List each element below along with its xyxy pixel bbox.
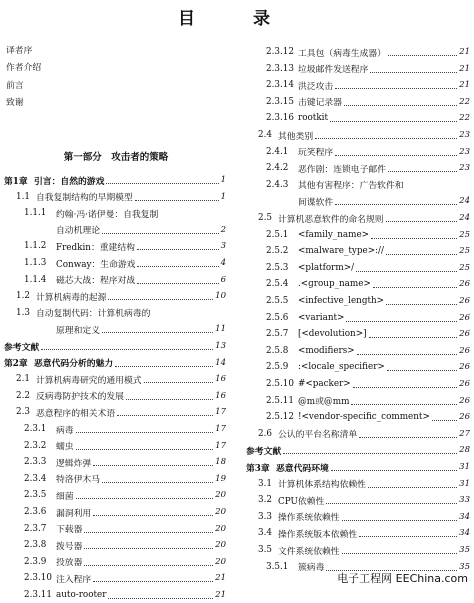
leader-dots bbox=[135, 199, 219, 201]
entry-number: 2.3.8 bbox=[24, 540, 47, 551]
leader-dots bbox=[102, 481, 213, 483]
toc-entry[interactable] bbox=[242, 94, 470, 110]
entry-number: 2.1 bbox=[16, 374, 30, 385]
entry-title: <variant> bbox=[298, 312, 345, 323]
entry-title: 约翰·冯·诺伊曼：自我复制 bbox=[56, 209, 159, 220]
entry-number: 2.3.3 bbox=[24, 457, 47, 468]
entry-number: 2.5.12 bbox=[266, 412, 294, 423]
entry-number: 2.6 bbox=[258, 428, 272, 439]
entry-number: 2.2 bbox=[16, 390, 30, 401]
page-number: 25 bbox=[459, 229, 470, 240]
page-number: 22 bbox=[459, 96, 470, 107]
page-number: 1 bbox=[220, 191, 226, 202]
leader-dots bbox=[386, 303, 457, 305]
toc-entry[interactable] bbox=[242, 310, 470, 326]
entry-title: 特洛伊木马 bbox=[56, 475, 100, 486]
page-number: 20 bbox=[215, 556, 226, 567]
leader-dots bbox=[76, 431, 214, 433]
watermark: 电子工程网 EEChina.com bbox=[337, 572, 468, 585]
entry-number: 2.3.11 bbox=[24, 590, 52, 600]
page-number: 16 bbox=[215, 374, 226, 385]
entry-title: 簇病毒 bbox=[298, 563, 325, 574]
part-heading: 第一部分 攻击者的策略 bbox=[63, 152, 169, 163]
entry-number: 2.4.1 bbox=[266, 146, 289, 157]
page-number: 31 bbox=[459, 478, 470, 489]
leader-dots bbox=[370, 71, 457, 73]
entry-number: 2.3.5 bbox=[24, 490, 47, 501]
page-number: 25 bbox=[459, 262, 470, 273]
entry-title: Fredkin：重建结构 bbox=[56, 242, 135, 253]
entry-title: #<packer> bbox=[298, 379, 351, 389]
leader-dots bbox=[76, 448, 214, 450]
toc-entry[interactable] bbox=[242, 359, 470, 375]
toc-entry[interactable] bbox=[242, 343, 470, 359]
toc-entry[interactable] bbox=[0, 537, 226, 553]
page-number: 17 bbox=[215, 407, 226, 418]
entry-title: [<devolution>] bbox=[298, 329, 367, 340]
front-matter-entry[interactable]: 前言 bbox=[6, 80, 24, 91]
entry-number: 2.3.7 bbox=[24, 523, 47, 534]
entry-number: 2.3.10 bbox=[24, 573, 52, 584]
page-number: 24 bbox=[459, 196, 470, 207]
page-number: 21 bbox=[215, 590, 226, 600]
toc-entry[interactable] bbox=[242, 260, 470, 276]
entry-title: <platform>/ bbox=[298, 262, 355, 273]
toc-entry[interactable] bbox=[0, 288, 226, 304]
entry-number: 3.3 bbox=[258, 511, 272, 522]
toc-entry[interactable] bbox=[0, 438, 226, 454]
toc-entry[interactable] bbox=[242, 276, 470, 292]
leader-dots bbox=[102, 232, 219, 234]
entry-title: <modifiers> bbox=[298, 345, 355, 356]
entry-number: 2.5.6 bbox=[266, 312, 289, 323]
page-number: 23 bbox=[459, 163, 470, 174]
entry-number: 1.2 bbox=[16, 291, 30, 302]
toc-entry[interactable] bbox=[242, 210, 470, 226]
entry-number: 2.3.4 bbox=[24, 473, 47, 484]
toc-entry[interactable] bbox=[0, 421, 226, 437]
leader-dots bbox=[386, 253, 457, 255]
leader-dots bbox=[93, 464, 213, 466]
entry-title: 恶意代码分析的魅力 bbox=[34, 359, 114, 370]
page-number: 20 bbox=[215, 507, 226, 517]
page-number: 16 bbox=[215, 390, 226, 401]
entry-title: 操作系统版本依赖性 bbox=[278, 529, 358, 540]
page-title: 目 录 bbox=[178, 9, 296, 29]
entry-number: 2.3.16 bbox=[266, 113, 294, 124]
entry-number: 2.5.5 bbox=[266, 296, 289, 306]
page-number: 18 bbox=[215, 457, 226, 468]
toc-entry[interactable] bbox=[0, 471, 226, 487]
page-number: 26 bbox=[459, 362, 470, 373]
toc-entry[interactable] bbox=[242, 326, 470, 342]
entry-title: 参考文献 bbox=[4, 342, 40, 353]
entry-number: 2.3 bbox=[16, 407, 30, 418]
toc-entry[interactable] bbox=[242, 193, 470, 209]
entry-number: 3.2 bbox=[258, 495, 272, 506]
toc-entry[interactable] bbox=[0, 504, 226, 520]
page-number: 34 bbox=[459, 528, 470, 539]
toc-entry[interactable] bbox=[0, 521, 226, 537]
toc-entry[interactable] bbox=[242, 476, 470, 492]
leader-dots bbox=[356, 270, 457, 272]
page-number: 1 bbox=[220, 175, 226, 185]
toc-entry[interactable] bbox=[0, 554, 226, 570]
page-number: 26 bbox=[459, 279, 470, 290]
entry-number: 2.3.2 bbox=[24, 440, 47, 451]
leader-dots bbox=[335, 87, 457, 89]
entry-title: 反病毒防护技术的发展 bbox=[36, 392, 124, 403]
entry-title: 文件系统依赖性 bbox=[278, 546, 340, 557]
page-number: 24 bbox=[459, 213, 470, 223]
entry-title: 自动复制代码：计算机病毒的 bbox=[36, 309, 151, 320]
entry-number: 2.3.6 bbox=[24, 507, 47, 517]
toc-entry[interactable] bbox=[242, 442, 470, 458]
leader-dots bbox=[388, 170, 457, 172]
page-number: 4 bbox=[220, 258, 226, 268]
toc-right-column bbox=[242, 0, 472, 589]
toc-entry[interactable] bbox=[242, 426, 470, 442]
page-number: 23 bbox=[459, 130, 470, 140]
entry-number: 第1章 bbox=[4, 176, 28, 187]
page-number: 17 bbox=[215, 424, 226, 434]
page-number: 33 bbox=[459, 495, 470, 506]
entry-number: 2.3.9 bbox=[24, 556, 47, 567]
page-number: 21 bbox=[215, 573, 226, 584]
entry-number: 2.3.14 bbox=[266, 80, 294, 91]
entry-number: 2.5.1 bbox=[266, 229, 289, 240]
page-number: 23 bbox=[459, 146, 470, 157]
toc-entry[interactable] bbox=[242, 44, 470, 60]
entry-title: 注入程序 bbox=[56, 574, 92, 585]
entry-title: <infective_length> bbox=[298, 296, 385, 306]
toc-entry[interactable] bbox=[242, 492, 470, 508]
leader-dots bbox=[144, 381, 214, 383]
page-number: 27 bbox=[459, 428, 470, 439]
entry-title: <family_name> bbox=[298, 229, 370, 240]
page-number: 14 bbox=[215, 357, 226, 368]
page-number: 26 bbox=[459, 412, 470, 423]
leader-dots bbox=[76, 497, 214, 499]
toc-entry[interactable] bbox=[242, 376, 470, 392]
entry-title: auto-rooter bbox=[56, 590, 107, 600]
toc-entry[interactable] bbox=[0, 388, 226, 404]
page-number: 11 bbox=[215, 324, 226, 335]
entry-number: 3.5.1 bbox=[266, 561, 289, 572]
entry-number: 2.5.2 bbox=[266, 246, 289, 257]
toc-entry[interactable] bbox=[242, 459, 470, 475]
entry-number: 1.1.3 bbox=[24, 258, 47, 268]
entry-title: 自我复制结构的早期模型 bbox=[36, 193, 133, 204]
leader-dots bbox=[369, 336, 458, 338]
page-number: 20 bbox=[215, 490, 226, 501]
leader-dots bbox=[137, 282, 218, 284]
toc-entry[interactable] bbox=[242, 293, 470, 309]
entry-number: 2.3.12 bbox=[266, 47, 294, 57]
entry-number: 3.1 bbox=[258, 478, 272, 489]
entry-number: 2.5.9 bbox=[266, 362, 289, 373]
toc-entry[interactable] bbox=[242, 227, 470, 243]
leader-dots bbox=[108, 298, 213, 300]
entry-title: <malware_type>:// bbox=[298, 246, 384, 257]
entry-number: 1.1.2 bbox=[24, 241, 47, 252]
entry-number: 2.4.3 bbox=[266, 179, 289, 190]
entry-title: 磁芯大战：程序对战 bbox=[56, 276, 136, 287]
entry-title: 自动机理论 bbox=[56, 226, 100, 237]
entry-title: 拨号器 bbox=[56, 541, 83, 552]
leader-dots bbox=[137, 265, 218, 267]
toc-entry[interactable] bbox=[0, 205, 226, 221]
toc-entry[interactable] bbox=[242, 160, 470, 176]
entry-title: 参考文献 bbox=[246, 446, 282, 457]
toc-entry[interactable] bbox=[242, 393, 470, 409]
leader-dots bbox=[137, 248, 219, 250]
entry-number: 3.4 bbox=[258, 528, 272, 539]
leader-dots bbox=[359, 535, 457, 537]
entry-number: 2.5 bbox=[258, 213, 272, 223]
toc-entry[interactable] bbox=[0, 255, 226, 271]
front-matter-entry[interactable]: 作者介绍 bbox=[6, 63, 42, 73]
toc-entry[interactable] bbox=[242, 77, 470, 93]
leader-dots bbox=[351, 403, 457, 405]
page-number: 31 bbox=[459, 462, 470, 472]
entry-title: 原理和定义 bbox=[56, 325, 100, 336]
leader-dots bbox=[331, 469, 457, 471]
entry-title: CPU依赖性 bbox=[278, 496, 325, 507]
leader-dots bbox=[117, 414, 213, 416]
leader-dots bbox=[386, 220, 458, 222]
entry-title: 工具包（病毒生成器） bbox=[298, 48, 386, 59]
entry-title: 细菌 bbox=[56, 491, 74, 502]
page-number: 21 bbox=[459, 47, 470, 57]
toc-entry[interactable] bbox=[242, 127, 470, 143]
entry-title: 击键记录器 bbox=[298, 98, 342, 109]
leader-dots bbox=[84, 531, 213, 533]
leader-dots bbox=[368, 486, 457, 488]
entry-title: 恶意代码环境 bbox=[276, 463, 329, 474]
entry-number: 2.3.1 bbox=[24, 424, 47, 434]
entry-title: 其他有害程序：广告软件和 bbox=[298, 181, 404, 192]
entry-number: 1.3 bbox=[16, 307, 30, 318]
page-number: 22 bbox=[459, 113, 470, 124]
toc-entry[interactable] bbox=[0, 570, 226, 586]
entry-title: 玩笑程序 bbox=[298, 148, 334, 159]
toc-entry[interactable] bbox=[0, 454, 226, 470]
leader-dots bbox=[41, 348, 213, 350]
leader-dots bbox=[115, 365, 213, 367]
entry-title: .<group_name> bbox=[298, 279, 371, 290]
front-matter-entry[interactable]: 译者序 bbox=[6, 45, 33, 56]
leader-dots bbox=[432, 419, 457, 421]
toc-entry[interactable] bbox=[242, 525, 470, 541]
entry-title: 计算机恶意软件的命名规则 bbox=[278, 214, 384, 225]
entry-title: 病毒 bbox=[56, 425, 74, 436]
entry-title: 操作系统依赖性 bbox=[278, 513, 340, 524]
toc-left-column bbox=[0, 0, 232, 600]
page-number: 20 bbox=[215, 523, 226, 534]
page-number: 20 bbox=[215, 540, 226, 551]
toc-entry[interactable] bbox=[242, 110, 470, 126]
page-number: 35 bbox=[459, 561, 470, 572]
entry-title: 垃圾邮件发送程序 bbox=[298, 65, 369, 76]
entry-number: 2.4.2 bbox=[266, 163, 289, 174]
page-number: 26 bbox=[459, 379, 470, 389]
page-number: 21 bbox=[459, 80, 470, 91]
page-number: 35 bbox=[459, 545, 470, 555]
leader-dots bbox=[84, 564, 213, 566]
toc-entry[interactable] bbox=[0, 222, 226, 238]
toc-entry[interactable] bbox=[242, 509, 470, 525]
entry-number: 2.5.8 bbox=[266, 345, 289, 356]
leader-dots bbox=[346, 320, 457, 322]
toc-entry[interactable] bbox=[0, 355, 226, 371]
leader-dots bbox=[106, 182, 218, 184]
leader-dots bbox=[359, 436, 457, 438]
entry-title: 引言：自然的游戏 bbox=[34, 176, 105, 187]
page-number: 10 bbox=[215, 291, 226, 302]
toc-entry[interactable] bbox=[0, 189, 226, 205]
leader-dots bbox=[387, 369, 457, 371]
entry-number: 2.4 bbox=[258, 130, 272, 140]
leader-dots bbox=[344, 104, 457, 106]
page-number: 28 bbox=[459, 445, 470, 456]
entry-number: 2.3.13 bbox=[266, 63, 294, 74]
entry-title: 恶作剧：连锁电子邮件 bbox=[298, 164, 386, 175]
leader-dots bbox=[335, 154, 457, 156]
page-number: 26 bbox=[459, 345, 470, 356]
leader-dots bbox=[335, 203, 457, 205]
entry-title: Conway：生命游戏 bbox=[56, 259, 136, 270]
entry-number: 2.5.7 bbox=[266, 329, 289, 340]
entry-number: 2.3.15 bbox=[266, 96, 294, 107]
entry-title: 计算机病毒研究的通用模式 bbox=[36, 375, 142, 386]
entry-number: 2.5.4 bbox=[266, 279, 289, 290]
toc-entry[interactable] bbox=[0, 238, 226, 254]
leader-dots bbox=[93, 514, 213, 516]
leader-dots bbox=[315, 137, 457, 139]
entry-title: 间谍软件 bbox=[298, 197, 334, 208]
leader-dots bbox=[84, 547, 213, 549]
page-number: 26 bbox=[459, 329, 470, 340]
page-number: 26 bbox=[459, 312, 470, 323]
toc-entry[interactable] bbox=[242, 409, 470, 425]
page-number: 26 bbox=[459, 296, 470, 306]
page-number: 25 bbox=[459, 246, 470, 257]
entry-title: 漏洞利用 bbox=[56, 508, 92, 519]
entry-title: rootkit bbox=[298, 113, 329, 124]
toc-entry[interactable] bbox=[242, 542, 470, 558]
leader-dots bbox=[388, 54, 457, 56]
entry-title: 计算机体系结构依赖性 bbox=[278, 480, 366, 491]
leader-dots bbox=[371, 237, 457, 239]
entry-title: 投放器 bbox=[56, 558, 83, 569]
toc-entry[interactable] bbox=[242, 61, 470, 77]
entry-number: 2.5.10 bbox=[266, 379, 294, 389]
entry-title: 洪泛攻击 bbox=[298, 81, 334, 92]
page-number: 3 bbox=[220, 241, 226, 252]
toc-entry[interactable] bbox=[0, 487, 226, 503]
toc-entry[interactable] bbox=[242, 177, 470, 193]
entry-number: 3.5 bbox=[258, 545, 272, 555]
entry-title: @m或@mm bbox=[298, 397, 350, 408]
page-number: 19 bbox=[215, 473, 226, 484]
toc-entry[interactable] bbox=[0, 172, 226, 188]
toc-entry[interactable] bbox=[0, 305, 226, 321]
entry-title: 逻辑炸弹 bbox=[56, 458, 92, 469]
page-number: 2 bbox=[220, 224, 226, 235]
entry-title: 其他类别 bbox=[278, 131, 314, 142]
page-number: 6 bbox=[220, 274, 226, 285]
toc-entry[interactable] bbox=[242, 243, 470, 259]
entry-number: 1.1.4 bbox=[24, 274, 47, 285]
leader-dots bbox=[373, 286, 457, 288]
entry-number: 第3章 bbox=[246, 463, 270, 474]
leader-dots bbox=[93, 580, 213, 582]
entry-number: 2.5.11 bbox=[266, 395, 294, 406]
toc-entry[interactable] bbox=[0, 272, 226, 288]
leader-dots bbox=[102, 331, 213, 333]
toc-entry[interactable] bbox=[0, 321, 226, 337]
entry-title: :<locale_specifier> bbox=[298, 362, 385, 373]
entry-title: 计算机病毒的起源 bbox=[36, 292, 107, 303]
entry-title: 恶意程序的相关术语 bbox=[36, 408, 116, 419]
entry-title: !<vendor-specific_comment> bbox=[298, 412, 430, 423]
leader-dots bbox=[342, 519, 458, 521]
page-number: 26 bbox=[459, 395, 470, 406]
leader-dots bbox=[283, 452, 457, 454]
front-matter-entry[interactable]: 致谢 bbox=[6, 98, 24, 108]
page-number: 34 bbox=[459, 511, 470, 522]
toc-entry[interactable] bbox=[0, 404, 226, 420]
leader-dots bbox=[126, 398, 213, 400]
entry-number: 1.1.1 bbox=[24, 208, 47, 219]
entry-title: 下载器 bbox=[56, 525, 83, 536]
toc-entry[interactable] bbox=[242, 144, 470, 160]
leader-dots bbox=[326, 502, 457, 504]
entry-title: 蠕虫 bbox=[56, 442, 74, 453]
toc-entry[interactable] bbox=[0, 338, 226, 354]
leader-dots bbox=[353, 386, 458, 388]
page-number: 17 bbox=[215, 440, 226, 451]
leader-dots bbox=[342, 552, 458, 554]
entry-number: 1.1 bbox=[16, 191, 30, 202]
toc-entry[interactable] bbox=[0, 587, 226, 603]
entry-number: 第2章 bbox=[4, 359, 28, 370]
toc-entry[interactable] bbox=[0, 371, 226, 387]
entry-number: 2.5.3 bbox=[266, 262, 289, 273]
page-number: 21 bbox=[459, 63, 470, 74]
leader-dots bbox=[357, 353, 458, 355]
entry-title: 公认的平台名称清单 bbox=[278, 430, 358, 441]
leader-dots bbox=[330, 120, 457, 122]
leader-dots bbox=[108, 597, 213, 599]
page-number: 13 bbox=[215, 341, 226, 351]
